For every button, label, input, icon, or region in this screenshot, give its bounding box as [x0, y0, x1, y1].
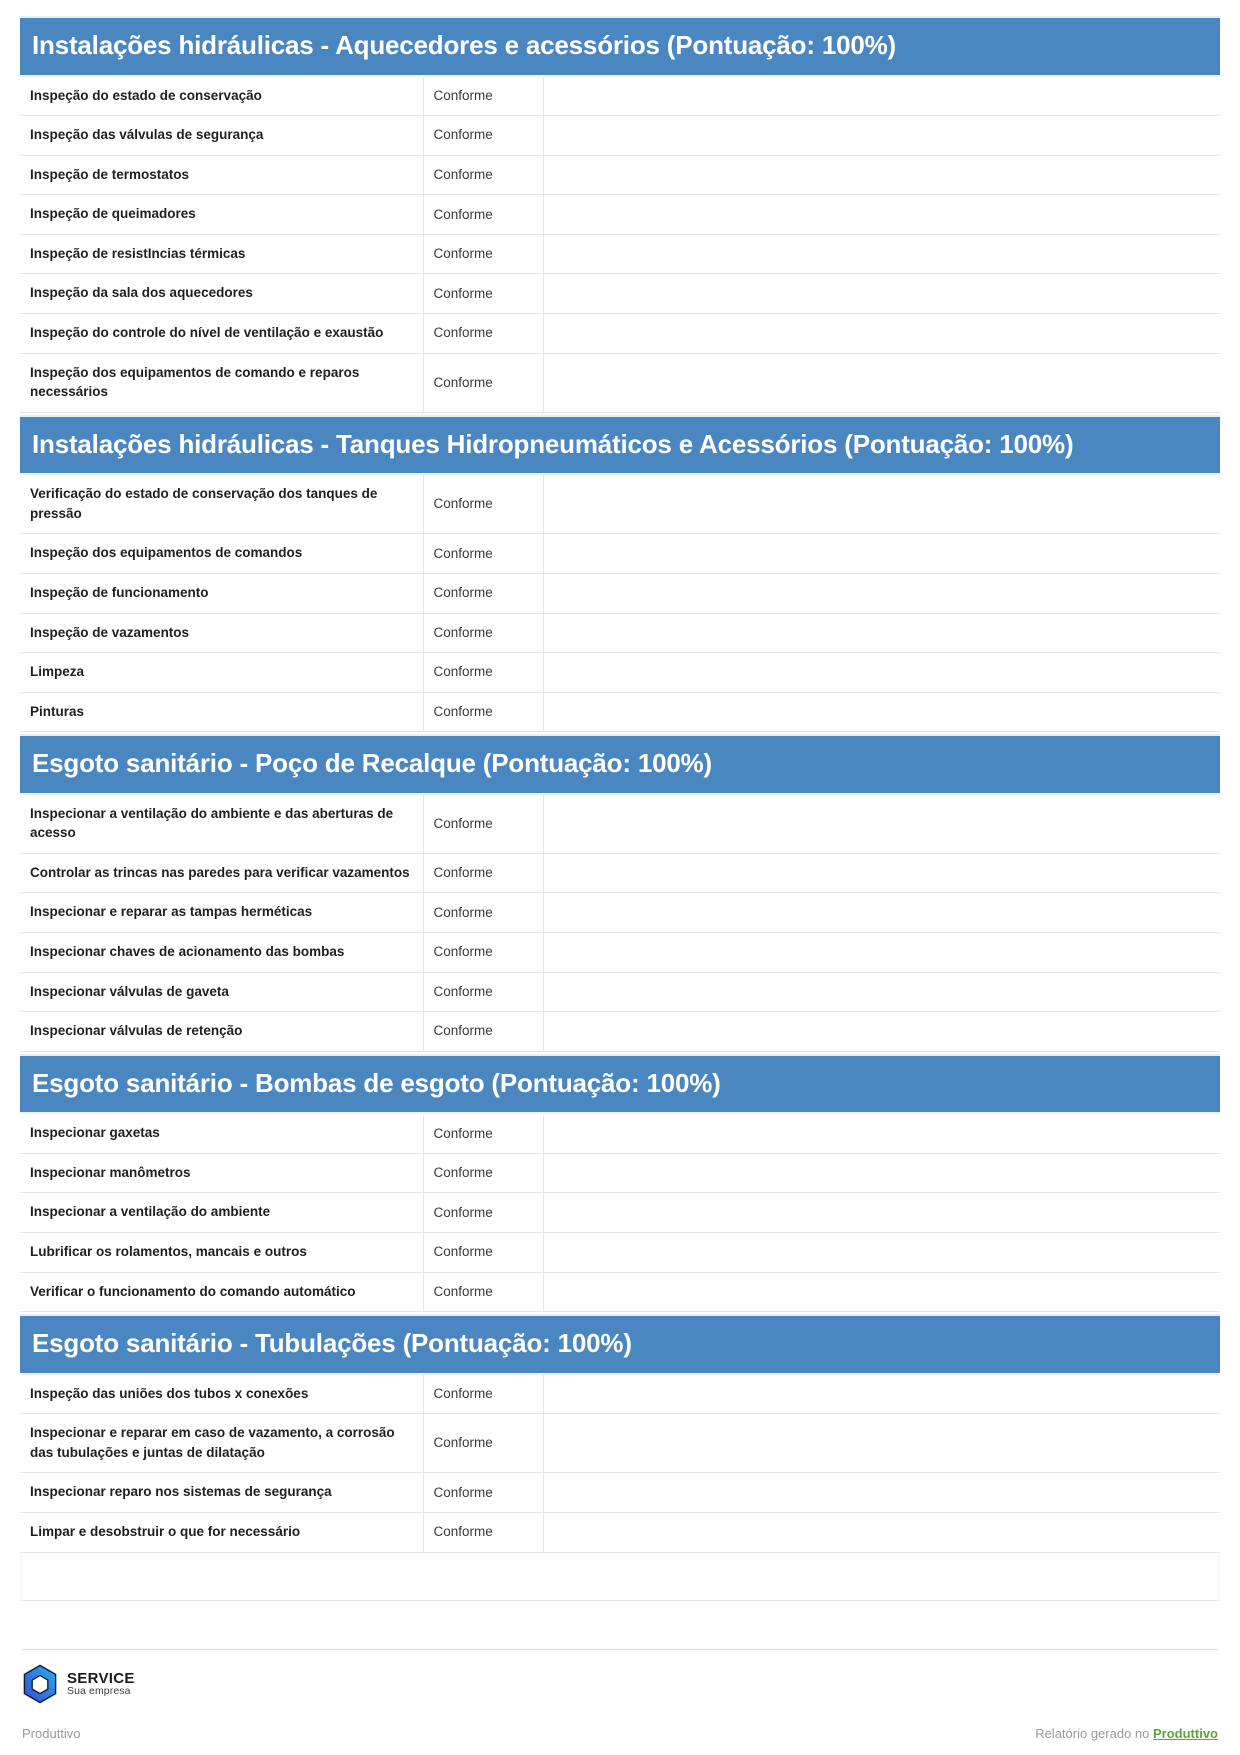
- item-notes: [543, 116, 1220, 156]
- item-label: Inspecionar manômetros: [20, 1153, 423, 1193]
- item-label: Pinturas: [20, 692, 423, 732]
- item-status-value: Conforme: [423, 795, 543, 854]
- sections-container: [20, 16, 1220, 1553]
- item-label: Verificar o funcionamento do comando automático: [20, 1272, 423, 1312]
- item-status-value: Conforme: [423, 893, 543, 933]
- footer-left-text: Produttivo: [22, 1726, 81, 1741]
- item-notes: [543, 274, 1220, 314]
- item-notes: [543, 1272, 1220, 1312]
- table-row: [20, 1473, 1220, 1513]
- table-row: [20, 274, 1220, 314]
- checklist-table: [20, 1114, 1220, 1312]
- table-row: [20, 933, 1220, 973]
- item-notes: [543, 795, 1220, 854]
- table-row: [20, 1233, 1220, 1273]
- table-row: [20, 893, 1220, 933]
- table-row: [20, 234, 1220, 274]
- item-label: Inspeção dos equipamentos de comandos: [20, 534, 423, 574]
- item-status-value: Conforme: [423, 534, 543, 574]
- table-row: [20, 534, 1220, 574]
- table-row: [20, 692, 1220, 732]
- item-status-value: Conforme: [423, 933, 543, 973]
- table-tail-strip: [20, 1555, 1220, 1601]
- item-label: Inspecionar e reparar as tampas herméticas: [20, 893, 423, 933]
- item-notes: [543, 1193, 1220, 1233]
- item-label: Inspeção da sala dos aquecedores: [20, 274, 423, 314]
- item-notes: [543, 1114, 1220, 1153]
- item-notes: [543, 1512, 1220, 1552]
- item-label: Inspeção dos equipamentos de comando e reparos necessários: [20, 353, 423, 412]
- item-status-value: Conforme: [423, 573, 543, 613]
- item-notes: [543, 534, 1220, 574]
- table-row: [20, 475, 1220, 534]
- report-section: [20, 1054, 1220, 1312]
- page-footer: [0, 1649, 1240, 1755]
- brand-name: SERVICE: [67, 1669, 135, 1687]
- item-label: Inspecionar válvulas de gaveta: [20, 972, 423, 1012]
- item-label: Inspeção das válvulas de segurança: [20, 116, 423, 156]
- item-notes: [543, 195, 1220, 235]
- item-notes: [543, 1233, 1220, 1273]
- table-row: [20, 155, 1220, 195]
- item-status-value: Conforme: [423, 853, 543, 893]
- item-label: Inspeção de queimadores: [20, 195, 423, 235]
- footer-bottom-row: [22, 1726, 1218, 1741]
- item-notes: [543, 933, 1220, 973]
- item-status-value: Conforme: [423, 116, 543, 156]
- item-status-value: Conforme: [423, 77, 543, 116]
- item-label: Verificação do estado de conservação dos tanques de pressão: [20, 475, 423, 534]
- hexagon-logo-icon: [22, 1664, 58, 1704]
- footer-divider: [22, 1649, 1218, 1650]
- section-header: Instalações hidráulicas - Aquecedores e acessórios (Pontuação: 100%): [20, 16, 1220, 77]
- checklist-table: [20, 77, 1220, 413]
- checklist-table: [20, 1375, 1220, 1553]
- section-header: Esgoto sanitário - Tubulações (Pontuação: 100%): [20, 1314, 1220, 1375]
- item-status-value: Conforme: [423, 692, 543, 732]
- item-label: Inspeção do controle do nível de ventilação e exaustão: [20, 313, 423, 353]
- checklist-table: [20, 795, 1220, 1052]
- item-status-value: Conforme: [423, 155, 543, 195]
- table-row: [20, 1114, 1220, 1153]
- item-notes: [543, 573, 1220, 613]
- item-label: Inspecionar válvulas de retenção: [20, 1012, 423, 1052]
- item-label: Inspeção de resistIncias térmicas: [20, 234, 423, 274]
- item-label: Lubrificar os rolamentos, mancais e outros: [20, 1233, 423, 1273]
- item-status-value: Conforme: [423, 274, 543, 314]
- item-status-value: Conforme: [423, 1153, 543, 1193]
- table-row: [20, 1153, 1220, 1193]
- item-status-value: Conforme: [423, 653, 543, 693]
- report-section: [20, 16, 1220, 413]
- table-row: [20, 1414, 1220, 1473]
- table-row: [20, 77, 1220, 116]
- table-row: [20, 313, 1220, 353]
- table-row: [20, 653, 1220, 693]
- item-notes: [543, 653, 1220, 693]
- table-row: [20, 795, 1220, 854]
- report-section: [20, 1314, 1220, 1552]
- item-notes: [543, 77, 1220, 116]
- item-status-value: Conforme: [423, 195, 543, 235]
- section-header: Esgoto sanitário - Poço de Recalque (Pontuação: 100%): [20, 734, 1220, 795]
- brand-text-block: [67, 1671, 135, 1698]
- item-notes: [543, 1414, 1220, 1473]
- item-notes: [543, 853, 1220, 893]
- item-label: Inspeção de termostatos: [20, 155, 423, 195]
- item-label: Limpeza: [20, 653, 423, 693]
- section-header: Esgoto sanitário - Bombas de esgoto (Pontuação: 100%): [20, 1054, 1220, 1115]
- item-notes: [543, 1153, 1220, 1193]
- item-label: Inspecionar e reparar em caso de vazamento, a corrosão das tubulações e juntas de dilatação: [20, 1414, 423, 1473]
- item-notes: [543, 613, 1220, 653]
- item-label: Inspecionar a ventilação do ambiente e das aberturas de acesso: [20, 795, 423, 854]
- table-row: [20, 1272, 1220, 1312]
- table-row: [20, 1512, 1220, 1552]
- table-row: [20, 573, 1220, 613]
- item-label: Limpar e desobstruir o que for necessário: [20, 1512, 423, 1552]
- item-notes: [543, 155, 1220, 195]
- section-header: Instalações hidráulicas - Tanques Hidropneumáticos e Acessórios (Pontuação: 100%): [20, 415, 1220, 476]
- item-notes: [543, 313, 1220, 353]
- item-notes: [543, 972, 1220, 1012]
- item-status-value: Conforme: [423, 353, 543, 412]
- item-status-value: Conforme: [423, 234, 543, 274]
- item-status-value: Conforme: [423, 1414, 543, 1473]
- item-label: Inspecionar gaxetas: [20, 1114, 423, 1153]
- footer-right-prefix: Relatório gerado no: [1035, 1726, 1153, 1741]
- report-section: [20, 734, 1220, 1052]
- footer-right-text: [1035, 1726, 1218, 1741]
- item-label: Inspeção do estado de conservação: [20, 77, 423, 116]
- table-row: [20, 972, 1220, 1012]
- checklist-table: [20, 475, 1220, 732]
- item-label: Inspecionar chaves de acionamento das bombas: [20, 933, 423, 973]
- item-label: Inspeção das uniões dos tubos x conexões: [20, 1375, 423, 1414]
- item-status-value: Conforme: [423, 1193, 543, 1233]
- item-notes: [543, 692, 1220, 732]
- table-row: [20, 195, 1220, 235]
- item-label: Inspecionar reparo nos sistemas de segurança: [20, 1473, 423, 1513]
- table-row: [20, 1375, 1220, 1414]
- item-label: Controlar as trincas nas paredes para verificar vazamentos: [20, 853, 423, 893]
- item-status-value: Conforme: [423, 1473, 543, 1513]
- item-status-value: Conforme: [423, 972, 543, 1012]
- item-notes: [543, 1375, 1220, 1414]
- table-row: [20, 853, 1220, 893]
- item-notes: [543, 893, 1220, 933]
- item-status-value: Conforme: [423, 313, 543, 353]
- item-status-value: Conforme: [423, 1012, 543, 1052]
- item-notes: [543, 234, 1220, 274]
- item-status-value: Conforme: [423, 1114, 543, 1153]
- table-row: [20, 116, 1220, 156]
- item-status-value: Conforme: [423, 1272, 543, 1312]
- item-status-value: Conforme: [423, 1512, 543, 1552]
- item-label: Inspecionar a ventilação do ambiente: [20, 1193, 423, 1233]
- item-status-value: Conforme: [423, 613, 543, 653]
- report-section: [20, 415, 1220, 733]
- item-notes: [543, 1012, 1220, 1052]
- item-status-value: Conforme: [423, 1375, 543, 1414]
- item-notes: [543, 475, 1220, 534]
- table-row: [20, 353, 1220, 412]
- produttivo-link[interactable]: Produttivo: [1153, 1726, 1218, 1741]
- table-row: [20, 613, 1220, 653]
- item-label: Inspeção de vazamentos: [20, 613, 423, 653]
- table-row: [20, 1012, 1220, 1052]
- company-logo: [22, 1664, 1218, 1704]
- item-status-value: Conforme: [423, 1233, 543, 1273]
- table-row: [20, 1193, 1220, 1233]
- item-notes: [543, 353, 1220, 412]
- item-status-value: Conforme: [423, 475, 543, 534]
- item-notes: [543, 1473, 1220, 1513]
- brand-tagline: Sua empresa: [67, 1685, 131, 1698]
- item-label: Inspeção de funcionamento: [20, 573, 423, 613]
